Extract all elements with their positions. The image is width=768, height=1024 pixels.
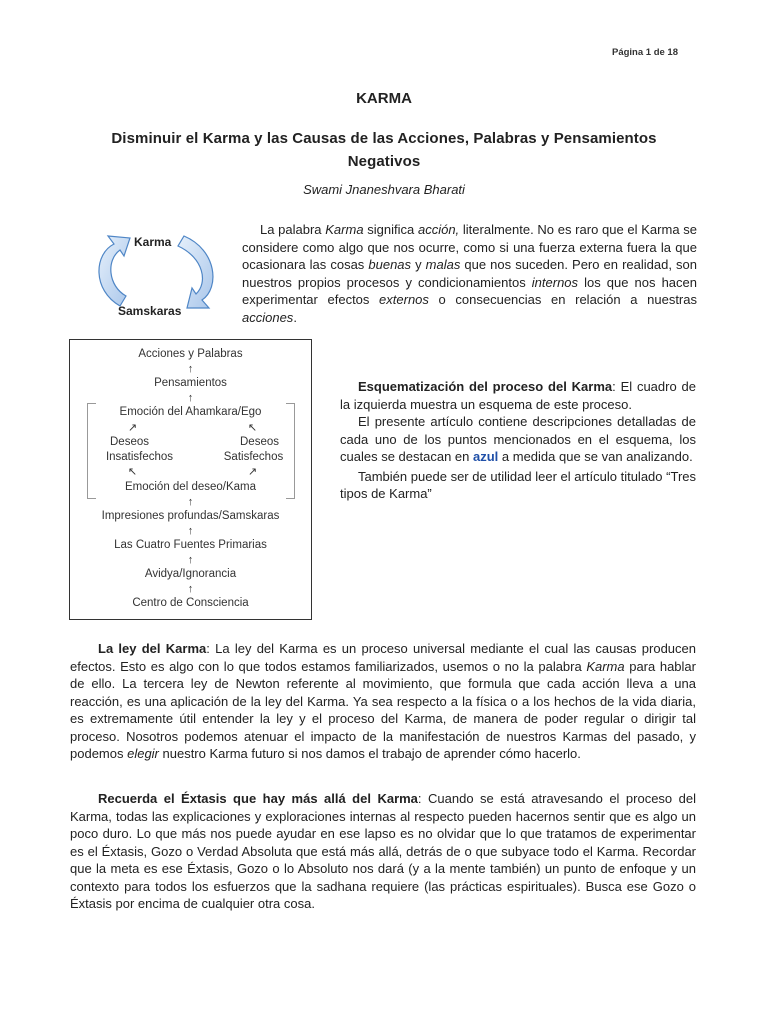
arrow-up-left-icon: ↖: [127, 466, 138, 478]
node-pensamientos: Pensamientos: [154, 377, 227, 389]
node-avidya: Avidya/Ignorancia: [144, 568, 237, 580]
page-title: KARMA: [356, 90, 412, 107]
scheme-section: [340, 378, 696, 503]
arrow-up-icon: ↑: [187, 554, 194, 566]
scheme-paragraph-3: También puede ser de utilidad leer el artículo titulado “Tres tipos de Karma”: [340, 468, 696, 501]
arrow-up-icon: ↑: [187, 583, 194, 595]
ley-del-karma-paragraph: La ley del Karma: La ley del Karma es un proceso universal mediante el cual las causas producen efectos. Esto es algo con lo que todos estamos familiarizados, usemos o no la palabra Karma para hablar de ello. La tercera ley de Newton referente al movimiento, que formula que cada acción lleva a una reacción, es una aplicación de la ley del Karma. Ya sea respecto a la física o a los hechos de la vida diaria, es extremamente útil entender la ley y el proceso del Karma, de manera de poder regular o dirigir tal proceso. Nosotros podemos atenuar el impacto de la manifestación de nuestros Karmas del pasado, y podemos elegir nuestro Karma futuro si nos damos el trabajo de aprender cómo hacerlo.: [70, 641, 696, 761]
node-fuentes: Las Cuatro Fuentes Primarias: [114, 539, 267, 551]
azul-highlight: azul: [472, 449, 499, 464]
node-deseos-satisfechos-2: Satisfechos: [223, 451, 284, 463]
karma-cycle-figure: [92, 228, 232, 328]
author: Swami Jnaneshvara Bharati: [303, 182, 465, 197]
page-number: Página 1 de 18: [611, 47, 678, 58]
node-acciones: Acciones y Palabras: [138, 348, 243, 360]
extasis-paragraph: Recuerda el Éxtasis que hay más allá del Karma: Cuando se está atravesando el proceso del Karma, todas las explicaciones y exploraciones internas al respecto pueden hacernos sentir que es algo un poco duro. Lo que más nos puede ayudar en ese lapso es no olvidar que lo que tratamos de experimentar es el Éxtasis, Gozo o Verdad Absoluta que está más allá, detrás de o que subyace todo el Karma. Recordar que la meta es ese Éxtasis, Gozo o lo Absoluto nos dará (y a la mente también) un punto de enfoque y un contexto para todos los esfuerzos que la sadhana requiere (las prácticas espirituales). Busca ese Gozo o Éxtasis por encima de cualquier otra cosa.: [70, 791, 696, 911]
node-emocion-ego: Emoción del Ahamkara/Ego: [119, 406, 262, 418]
arrow-up-right-icon: ↗: [247, 466, 258, 478]
node-deseos-insatisfechos-1: Deseos: [110, 436, 149, 448]
intro-paragraph: La palabra Karma significa acción, literalmente. No es raro que el Karma se considere como algo que nos ocurre, como si una fuerza externa fuera la que ocasionara las cosas buenas y malas que nos suceden. Pero en realidad, son nuestros propios procesos y condicionamientos internos los que nos hacen experimentar efectos externos o consecuencias en relación a nuestras acciones.: [242, 222, 697, 325]
arrow-up-icon: ↑: [187, 496, 194, 508]
arrow-up-icon: ↑: [187, 525, 194, 537]
karma-process-diagram: [69, 339, 312, 620]
node-deseos-satisfechos-1: Deseos: [240, 436, 279, 448]
node-impresiones: Impresiones profundas/Samskaras: [101, 510, 280, 522]
scheme-paragraph-2: El presente artículo contiene descripciones detalladas de cada uno de los puntos mencionados en el esquema, los cuales se destacan en azul a medida que se van analizando.: [340, 414, 696, 464]
arrow-up-left-icon: ↖: [247, 422, 258, 434]
scheme-paragraph-1: Esquematización del proceso del Karma: El cuadro de la izquierda muestra un esquema de este proceso.: [340, 379, 696, 412]
arrow-up-icon: ↑: [187, 363, 194, 375]
node-emocion-deseo: Emoción del deseo/Kama: [124, 481, 257, 493]
subtitle: Disminuir el Karma y las Causas de las Acciones, Palabras y Pensamientos Negativos: [111, 130, 657, 170]
cycle-arrow-right: [178, 236, 213, 308]
cycle-label-karma: Karma: [134, 235, 172, 249]
cycle-arrow-left: [99, 236, 130, 306]
arrow-up-right-icon: ↗: [127, 422, 138, 434]
node-deseos-insatisfechos-2: Insatisfechos: [105, 451, 174, 463]
arrow-up-icon: ↑: [187, 392, 194, 404]
node-centro: Centro de Consciencia: [132, 597, 249, 609]
cycle-label-samskaras: Samskaras: [118, 304, 182, 318]
